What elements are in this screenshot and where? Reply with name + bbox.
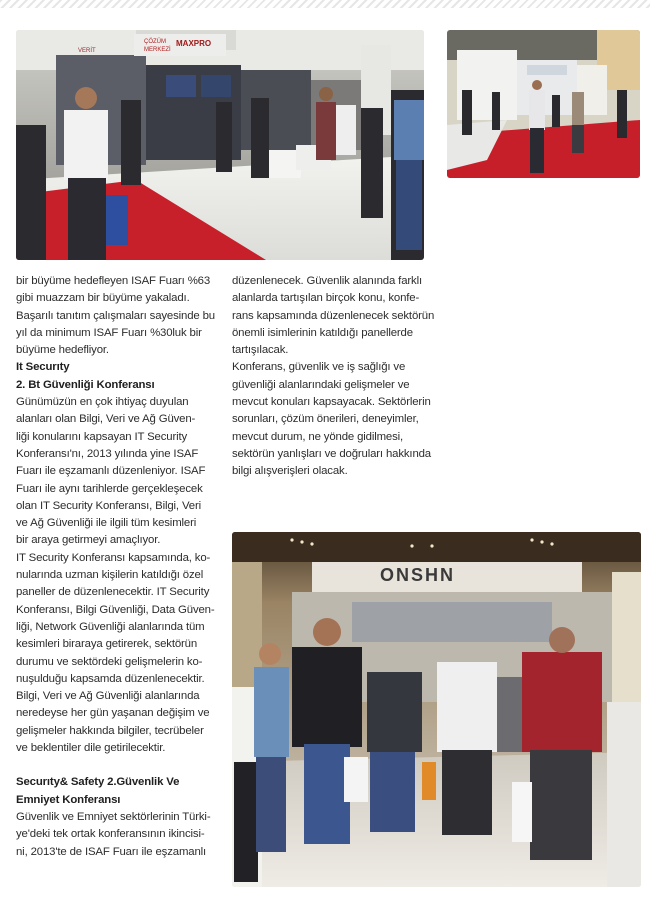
body-text-line: Başarılı tanıtım çalışmaları sayesinde bu	[16, 309, 215, 322]
body-text-line: rans kapsamında düzenlenecek sektörün	[232, 309, 435, 322]
article-left-column	[16, 273, 222, 861]
body-text-line: yıl da minimum ISAF Fuarı %30luk bir	[16, 326, 202, 339]
exhibition-hall-photo-left	[16, 30, 424, 260]
body-text-line: alanları olan Bilgi, Veri ve Ağ Güven-	[16, 413, 196, 426]
body-text-line: gibi muazzam bir büyüme yakaladı.	[16, 292, 190, 305]
section-heading-line: It Securıty	[16, 361, 70, 374]
section-heading-line: Securıty& Safety 2.Güvenlik Ve	[16, 776, 180, 789]
body-text-line: alanlarda tartışılan birçok konu, konfe-	[232, 292, 420, 305]
body-text-line: durumu ve sektördeki gelişmelerin ko-	[16, 655, 203, 668]
body-text-line: güvenliği alanlarındaki gelişmeler ve	[232, 378, 410, 391]
body-text-line: Güvenlik ve Emniyet sektörlerinin Türki-	[16, 810, 211, 823]
body-text-line: liği konularını kapsayan IT Security	[16, 430, 188, 443]
body-text-line: Fuarı ile eşzamanlı düzenleniyor. ISAF	[16, 465, 206, 478]
body-text-line: nuşulduğu kapsamda düzenlenecektir.	[16, 672, 205, 685]
body-text-line: bir araya getirmeyi amaçlıyor.	[16, 534, 161, 547]
body-text-line: ve beklentiler dile getirilecektir.	[16, 742, 166, 755]
section-heading-line: Emniyet Konferansı	[16, 793, 121, 806]
body-text-line: liği, Network Güvenliği alanlarında tüm	[16, 620, 205, 633]
body-text-line: bir büyüme hedefleyen ISAF Fuarı %63	[16, 275, 211, 287]
onshn-stand-sign: ONSHN	[380, 565, 456, 585]
body-text-line: Bilgi, Veri ve Ağ Güvenliği alanlarında	[16, 690, 200, 703]
body-text-line: ye'deki tek ortak konferansının ikincisi-	[16, 828, 205, 841]
body-text-line: neredeyse her gün yaşanan değişim ve	[16, 707, 210, 720]
article-right-column	[232, 273, 435, 481]
body-text-line: mevcut durum, ne yönde gidilmesi,	[232, 430, 404, 443]
body-text-line: ve Ağ Güvenliği ile ilgili tüm kesimleri	[16, 517, 197, 530]
stand-sign-cozum: ÇÖZÜM	[144, 39, 166, 45]
paragraph-gap	[16, 757, 222, 774]
body-text-line: Günümüzün en çok ihtiyaç duyulan	[16, 396, 189, 409]
body-text-line: Fuarı ile aynı tarihlerde gerçekleşecek	[16, 482, 203, 495]
body-text-line: Konferansı'nı, 2013 yılında yine ISAF	[16, 447, 199, 460]
body-text-line: tartışılacak.	[232, 344, 289, 357]
body-text-line: ni, 2013'te de ISAF Fuarı ile eşzamanlı	[16, 845, 207, 858]
body-text-line: bilgi alışverişleri olacak.	[232, 465, 348, 478]
exhibition-hall-photo-right	[447, 30, 640, 178]
top-decorative-strip	[0, 0, 650, 8]
stand-sign-maxpro: MAXPRO	[176, 39, 212, 48]
body-text-line: gelişmeler hakkında bilgiler, tecrübeler	[16, 724, 204, 737]
body-text-line: paneller de düzenlenecektir. IT Security	[16, 586, 210, 599]
body-text-line: büyüme hedefliyor.	[16, 344, 109, 357]
section-heading-line: 2. Bt Güvenliği Konferansı	[16, 378, 155, 391]
body-text-line: IT Security Konferansı kapsamında, ko-	[16, 551, 211, 564]
body-text-line: kesimleri biraraya getirerek, sektörün	[16, 638, 198, 651]
body-text-line: olan IT Security Konferansı, Bilgi, Veri	[16, 499, 201, 512]
body-text-line: nularında uzman kişilerin katıldığı özel	[16, 569, 204, 582]
body-text-line: düzenlenecek. Güvenlik alanında farklı	[232, 275, 422, 287]
visitors-walking-photo	[232, 532, 641, 887]
body-text-line: mevcut konuları kapsayacak. Sektörlerin	[232, 396, 431, 409]
stand-sign-merkezi: MERKEZİ	[144, 47, 171, 53]
body-text-line: önemli isimlerinin katıldığı panellerde	[232, 326, 413, 339]
body-text-line: Konferansı, Bilgi Güvenliği, Data Güven-	[16, 603, 215, 616]
body-text-line: sektörün yanlışları ve doğruları hakkında	[232, 447, 431, 460]
body-text-line: sorunları, çözüm önerileri, deneyimler,	[232, 413, 419, 426]
stand-sign-verit: VERİT	[78, 48, 96, 54]
body-text-line: Konferans, güvenlik ve iş sağlığı ve	[232, 361, 406, 374]
